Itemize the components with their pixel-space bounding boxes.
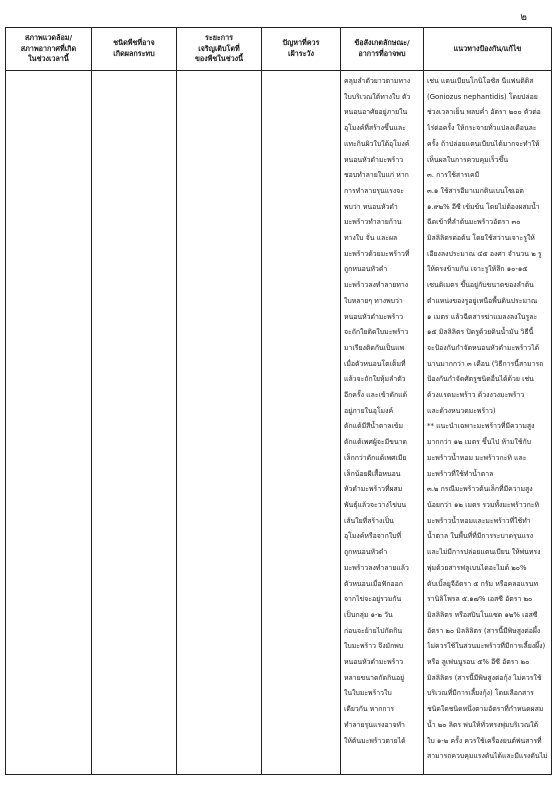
text-line: อีกครั้ง และเข้าดักแด้ — [344, 391, 408, 400]
header-growth-stage — [177, 28, 262, 71]
text-line: แทะกินผิวใบใต้อุโมงค์ — [344, 139, 410, 148]
text-line: ตำแหน่งของรูอยู่เหนือพื้นดินประมาณ — [427, 296, 538, 305]
header-line: ของพืชในช่วงนี้ — [194, 54, 244, 64]
text-line: ใบมะพร้าว จึงมักพบ — [344, 642, 404, 651]
text-line: และด้วงหนวดมะพร้าว) — [427, 406, 496, 415]
text-line: ฉีดเข้าที่ลำต้นมะพร้าวอัตรา ๓๐ — [427, 218, 521, 227]
text-line: ๓.๒ กรณีมะพร้าวต้นเล็กที่มีความสูง — [427, 485, 533, 494]
header-guidance — [424, 28, 552, 71]
text-line: หลายขนาดกัดกินอยู่ — [344, 673, 405, 682]
text-line: ใบหลายๆ ทางพบว่า — [344, 296, 403, 305]
text-line: ไร่ต่อครั้ง ให้กระจายทั่วแปลงเดือนละ — [427, 124, 537, 133]
header-problem — [262, 28, 341, 71]
cell-problem — [262, 71, 341, 775]
text-line: (Goniozus nephantidis) โดยปล่อย — [427, 92, 538, 101]
text-line: เมื่อตัวหนอนโตเต็มที่ — [344, 359, 406, 368]
text-line: หนอนอาศัยอยู่ภายใน — [344, 108, 408, 117]
header-line: เฝ้าระวัง — [288, 49, 314, 58]
text-line: เป็นกลุ่ม ๑-๒ วัน — [344, 610, 393, 619]
text-line: ก่อนจะย้ายไปกัดกิน — [344, 626, 403, 635]
text-line: พุ่มด้วยสารฟลูเบนไดอะไมด์ ๒๐% — [427, 563, 527, 572]
text-line: มะพร้าวลงทำลายแล้ว — [344, 563, 409, 572]
text-line: มิลลิลิตร หรือสปินโนแซด ๑๒% เอสซี — [427, 610, 538, 619]
header-line: ข้อสังเกตลักษณะ/ — [354, 38, 410, 48]
text-line: ช่วงเวลาเย็น พลบค่ำ อัตรา ๒๐๐ ตัวต่อ — [427, 108, 541, 117]
text-line: เล็กกว่าดักแด้เพศเมีย — [344, 453, 407, 462]
text-line: ให้ต้นมะพร้าวตายได้ — [344, 736, 406, 745]
header-line: เจริญเติบโตที่ — [198, 43, 240, 53]
text-line: น้อยกว่า ๑๒ เมตร รวมทั้งมะพร้าวกะทิ — [427, 500, 540, 509]
text-line: ดักแด้มีสีน้ำตาลเข้ม — [344, 422, 404, 431]
text-line: เส้นใยที่สร้างเป็น — [344, 516, 394, 525]
text-line: จะป้องกันกำจัดหนอนหัวดำมะพร้าวได้ — [427, 343, 540, 352]
text-line: ชอบทำลายใบแก่ หาก — [344, 171, 409, 180]
text-line: หนอนหัวดำมะพร้าว — [344, 155, 404, 164]
text-line: จากไข่จะอยู่รวมกัน — [344, 595, 402, 604]
text-line: นานมากกว่า ๓ เดือน (วิธีการนี้สามารถ — [427, 359, 544, 368]
text-line: หนอนหัวดำมะพร้าว — [344, 312, 404, 321]
text-line: ป้องกันกำจัดศัตรูชนิดอื่นได้ด้วย เช่น — [427, 375, 534, 384]
text-line: บริเวณที่มีการเลี้ยงกุ้ง) โดยเลือกสาร — [427, 689, 534, 698]
text-line: อุโมงค์ที่สร้างขึ้นและ — [344, 124, 406, 133]
text-line: มะพร้าวที่ใช้ทำน้ำตาล — [427, 469, 494, 478]
text-line: ด้วงแรดมะพร้าว ด้วงงวงมะพร้าว — [427, 391, 525, 400]
text-line: สามารถควบคุมแรงดันได้และมีแรงดันไม่ — [427, 752, 548, 761]
header-line: สภาพแวดล้อม/ — [24, 32, 73, 42]
text-line: มะพร้าวน้ำหอม มะพร้าวกะทิ และ — [427, 453, 527, 462]
text-line: ตัวหนอนเมื่อฟักออก — [344, 579, 403, 588]
text-line: ** แนะนำเฉพาะมะพร้าวที่มีความสูง — [427, 422, 535, 431]
text-line: จะถักใยติดใบมะพร้าว — [344, 328, 409, 337]
header-line: ในช่วงเวลานี้ — [28, 54, 69, 64]
cell-environment — [6, 71, 92, 775]
header-row — [6, 28, 552, 71]
text-line: มะพร้าวลงทำลายทาง — [344, 281, 409, 290]
cell-crop — [92, 71, 177, 775]
text-line: มะพร้าวน้ำหอมและมะพร้าวที่ใช้ทำ — [427, 516, 531, 525]
text-line: อยู่ภายในอุโมงค์ — [344, 406, 394, 415]
text-line: ถูกหนอนหัวดำ — [344, 548, 388, 557]
text-line: มิลลิลิตร (สารนี้มีพิษสูงต่อกุ้ง ไม่ควรใช้ — [427, 673, 542, 682]
table-row — [6, 71, 552, 775]
header-environment — [6, 28, 92, 71]
text-line: น้ำตาล ในพื้นที่ที่มีการระบาดรุนแรง — [427, 532, 534, 541]
text-line: แล้วจะถักใยหุ้มลำตัว — [344, 375, 406, 384]
text-line: ถูกหนอนหัวดำ — [344, 265, 388, 274]
cell-growth-stage — [177, 71, 262, 775]
text-line: เซนติเมตร ขึ้นอยู่กับขนาดของลำต้น — [427, 281, 534, 290]
text-line: หนอนหัวดำมะพร้าว — [344, 658, 404, 667]
text-line: คลุมลำตัวยาวตามทาง — [344, 77, 411, 85]
header-line: อาการที่อาจพบ — [358, 49, 406, 58]
text-line: ๓.๑ ใช้สารอีมาเมกตินเบนโซเอต — [427, 186, 524, 195]
text-line: ดับเบิ้ลยูจีอัตรา ๕ กรัม หรือคลอแรนท — [427, 579, 539, 588]
text-line: ใบบริเวณใต้ทางใบ ตัว — [344, 92, 411, 101]
pest-guidance-table — [5, 27, 552, 775]
text-line: ไม่ควรใช้ในสวนมะพร้าวที่มีการเลี้ยงผึ้ง) — [427, 642, 546, 651]
text-line: เดียวกัน หากการ — [344, 705, 395, 714]
text-line: เล็กน้อยผีเสื้อหนอน — [344, 469, 401, 478]
page-number: ๒ — [520, 12, 527, 23]
header-line: ปัญหาที่ควร — [282, 38, 320, 48]
text-line: ดักแด้เพศผู้จะมีขนาด — [344, 438, 407, 447]
cell-guidance — [424, 71, 552, 775]
header-crop — [92, 28, 177, 71]
text-line: เช่น แตนเบียนโกนิโอซัส นีแฟนติดิส — [427, 77, 534, 85]
text-line: เอียงลงประมาณ ๔๕ องศา จำนวน ๒ รู — [427, 249, 542, 258]
header-line: ระยะการ — [204, 32, 234, 42]
text-line: ๑.๙๒% อีซี เข้มข้น โดยไม่ต้องผสมน้ำ — [427, 202, 540, 211]
header-line: แนวทางป้องกัน/แก้ไข — [453, 43, 522, 53]
text-line: อัตรา ๒๐ มิลลิลิตร (สารนี้มีพิษสูงต่อผึ้ง — [427, 626, 541, 635]
header-symptoms — [341, 28, 424, 71]
text-line: ทำลายรุนแรงอาจทำ — [344, 720, 405, 729]
text-line: ให้ตรงข้ามกัน เจาะรูให้ลึก ๑๐-๑๕ — [427, 265, 528, 274]
text-line: ครั้ง ถ้าปล่อยแตนเบียนได้มากจะทำให้ — [427, 139, 540, 148]
text-line: ทางใบ จั่น และผล — [344, 234, 398, 243]
cell-symptoms — [341, 71, 424, 775]
text-line: มาเรียงติดกันเป็นแพ — [344, 343, 405, 352]
text-line: พบว่า หนอนหัวดำ — [344, 202, 398, 211]
text-line: ๓. การใช้สารเคมี — [427, 171, 480, 180]
text-line: น้ำ ๒๐ ลิตร พ่นให้ทั่วทรงพุ่มบริเวณใต้ — [427, 720, 539, 729]
text-line: รานิลิโพรล ๕.๑๗% เอสซี อัตรา ๒๐ — [427, 595, 533, 604]
text-line: หัวดำมะพร้าวที่ผสม — [344, 485, 403, 494]
header-line: สภาพอากาศที่เกิด — [20, 43, 77, 53]
text-line: ในใบมะพร้าวใบ — [344, 689, 392, 698]
text-line: อุโมงค์หรือจากใบที่ — [344, 532, 402, 541]
text-line: พันธุ์แล้วจะวางไข่บน — [344, 500, 407, 509]
text-line: มิลลิลิตรต่อต้น โดยใช้สว่านเจาะรูให้ — [427, 234, 535, 243]
text-line: มะพร้าวด้วยมะพร้าวที่ — [344, 249, 410, 258]
text-line: ชนิดใดชนิดหนึ่งตามอัตราที่กำหนดผสม — [427, 705, 544, 714]
text-line: มะพร้าวทำลายก้าน — [344, 218, 402, 227]
text-line: ๑ เมตร แล้วฉีดสารฆ่าแมลงลงในรูละ — [427, 312, 538, 321]
header-line: เกิดผลกระทบ — [113, 49, 155, 58]
header-line: ชนิดพืชที่อาจ — [113, 38, 155, 48]
text-line: ใบ ๑-๒ ครั้ง ควรใช้เครื่องยนต์พ่นสารที่ — [427, 736, 542, 745]
text-line: มากกว่า ๑๒ เมตร ขึ้นไป ห้ามใช้กับ — [427, 438, 532, 447]
text-line: หรือ ลูเฟนนูรอน ๕% อีซี อัตรา ๒๐ — [427, 658, 530, 667]
text-line: ๑๕ มิลลิลิตร ปิดรูด้วยดินน้ำมัน วิธีนี้ — [427, 328, 534, 337]
text-line: การทำลายรุนแรงจะ — [344, 186, 404, 195]
text-line: และไม่มีการปล่อยแตนเบียน ให้พ่นทรง — [427, 548, 541, 557]
text-line: เห็นผลในการควบคุมเร็วขึ้น — [427, 155, 509, 164]
